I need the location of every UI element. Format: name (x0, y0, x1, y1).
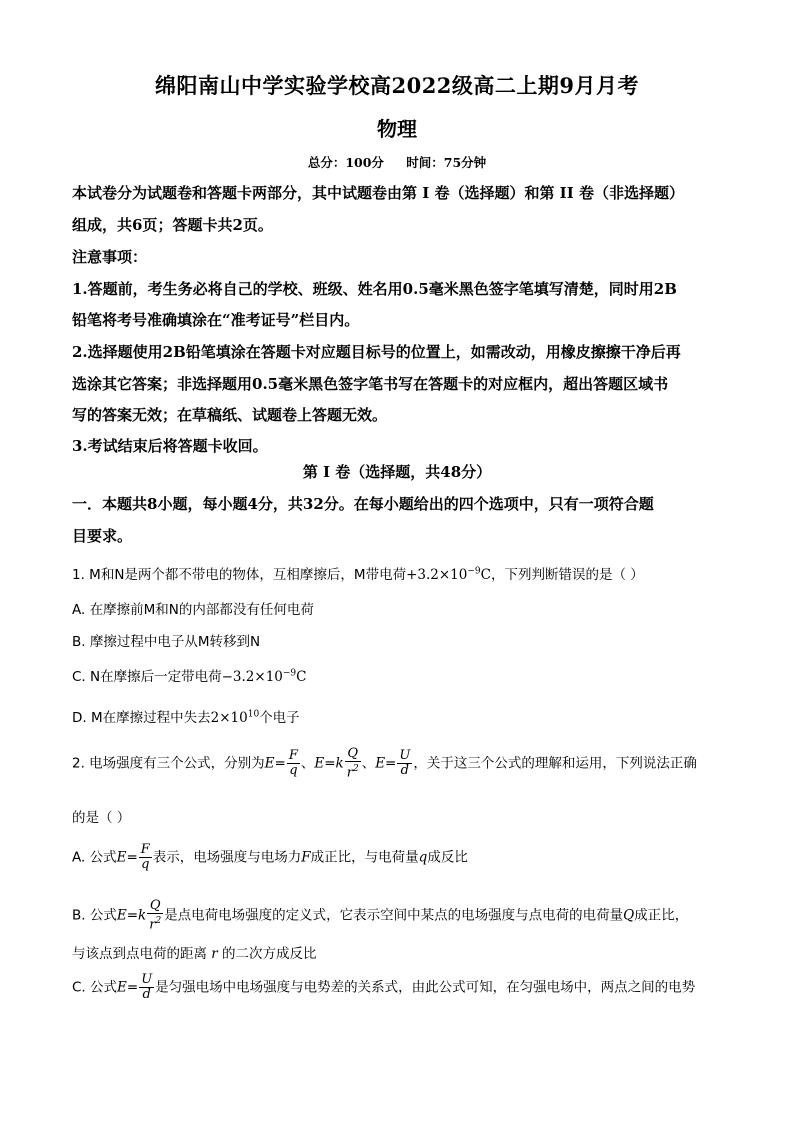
q1-option-d: D. M在摩擦过程中失去$2\times 10^{10}$个电子 (72, 709, 300, 726)
q1-option-b: B. 摩擦过程中电子从M转移到N (72, 634, 261, 650)
note-2b: 选涂其它答案；非选择题用0.5毫米黑色签字笔书写在答题卡的对应框内，超出答题区域书 (72, 375, 669, 393)
note-3: 3.考试结束后将答题卡收回。 (72, 437, 268, 455)
formula-q-over-r2: $\frac{Q}{r^2}$ (346, 746, 359, 781)
note-2a: 2.选择题使用2B铅笔填涂在答题卡对应题目标号的位置上，如需改动，用橡皮擦擦干净后再 (72, 343, 681, 361)
exam-meta (0, 153, 794, 171)
intro-line-1: 本试卷分为试题卷和答题卡两部分，其中试题卷由第 I 卷（选择题）和第 II 卷（非选择题） (72, 184, 684, 202)
q1-charge: $+3.2\times 10^{-9}C$ (406, 566, 491, 583)
q1-d-count: $2\times 10^{10}$ (210, 709, 260, 726)
q1-c-charge: $-3.2\times 10^{-9}C$ (221, 668, 307, 685)
note-1a: 1.答题前，考生务必将自己的学校、班级、姓名用0.5毫米黑色签字笔填写清楚，同时用2B (72, 280, 677, 298)
q2-option-a: A. 公式E= $\frac{F}{q}$ 表示，电场强度与电场力F成正比，与电荷量q成反比 (72, 842, 468, 872)
exam-time: 时间：75分钟 (406, 155, 487, 170)
formula-f-over-q: $\frac{F}{q}$ (288, 748, 298, 779)
exam-title: 绵阳南山中学实验学校高2022级高二上期9月月考 (154, 73, 640, 98)
part-instructions-a: 一．本题共8小题，每小题4分，共32分。在每小题给出的四个选项中，只有一项符合题 (72, 495, 654, 513)
notes-heading: 注意事项： (72, 248, 148, 266)
q2-stem-end: 的是（ ） (72, 810, 131, 826)
q2-option-c: C. 公式E= $\frac{U}{d}$ 是匀强电场中电场强度与电势差的关系式，由此公式可知，在匀强电场中，两点之间的电势 (72, 972, 696, 1002)
q1-option-c: C. N在摩擦后一定带电荷$-3.2\times 10^{-9}C$ (72, 668, 307, 685)
intro-line-2: 组成，共6页；答题卡共2页。 (72, 216, 273, 234)
q1-option-a: A. 在摩擦前M和N的内部都没有任何电荷 (72, 602, 314, 618)
note-2c: 写的答案无效；在草稿纸、试题卷上答题无效。 (72, 406, 388, 424)
q2-option-b-line2: 与该点到点电荷的距离 r 的二次方成反比 (72, 946, 317, 962)
q2-stem: 2. 电场强度有三个公式，分别为E= $\frac{F}{q}$ 、E=k $\frac{Q}{r^2}$ 、E= $\frac{U}{d}$ ，关于这三个公式的理解和运用，下列说法正确 (72, 746, 697, 781)
total-score: 总分：100分 (307, 155, 384, 170)
q1-stem: 1. M和N是两个都不带电的物体，互相摩擦后，M带电荷$+3.2\times 10^{-9}C$，下列判断错误的是（ ） (72, 566, 644, 583)
section-title: 第 I 卷（选择题，共48分） (302, 463, 492, 481)
formula-u-over-d: $\frac{U}{d}$ (399, 748, 411, 779)
note-1b: 铅笔将考号准确填涂在“准考证号”栏目内。 (72, 311, 360, 329)
q2-option-b: B. 公式E=k $\frac{Q}{r^2}$ 是点电荷电场强度的定义式，它表示空间中某点的电场强度与点电荷的电荷量Q成正比， (72, 898, 689, 933)
exam-subject: 物理 (377, 117, 417, 141)
part-instructions-b: 目要求。 (72, 527, 133, 545)
